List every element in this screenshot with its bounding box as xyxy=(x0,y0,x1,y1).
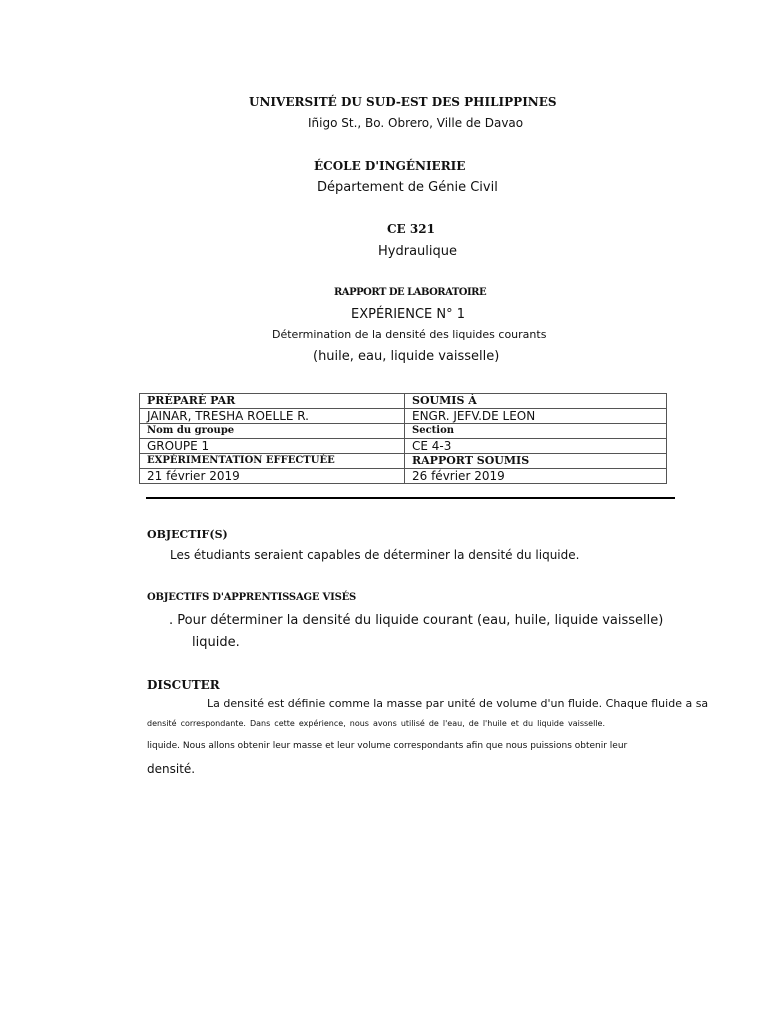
table-cell-prepared-by-label: PRÉPARÉ PAR xyxy=(140,394,405,409)
university-address: Iñigo St., Bo. Obrero, Ville de Davao xyxy=(308,116,524,130)
objective-item xyxy=(170,548,579,562)
learning-objective-line: . Pour déterminer la densité du liquide courant (eau, huile, liquide vaisselle) xyxy=(169,613,664,628)
report-type: RAPPORT DE LABORATOIRE xyxy=(334,287,487,298)
discussion-line: densité correspondante. Dans cette expérience, nous avons utilisé de l'eau, de l'huile et du liquide vaisselle. xyxy=(147,719,605,728)
table-cell-prepared-by-value: JAINAR, TRESHA ROELLE R. xyxy=(140,409,405,424)
table-cell-group-value: GROUPE 1 xyxy=(140,439,405,454)
university-name: UNIVERSITÉ DU SUD-EST DES PHILIPPINES xyxy=(249,95,557,109)
horizontal-rule xyxy=(146,497,675,499)
table-cell-submitted-to-value: ENGR. JEFV.DE LEON xyxy=(405,409,667,424)
discussion-line: densité. xyxy=(147,762,196,776)
discussion-line: liquide. Nous allons obtenir leur masse et leur volume correspondants afin que nous puissions obtenir leur xyxy=(147,741,628,751)
learning-objective-line: liquide. xyxy=(192,635,240,650)
objective-text: Les étudiants seraient capables de déterminer la densité du liquide. xyxy=(170,548,580,562)
experiment-liquids: (huile, eau, liquide vaisselle) xyxy=(313,349,500,364)
table-cell-section-value: CE 4-3 xyxy=(405,439,667,454)
table-row xyxy=(140,409,667,424)
table-cell-submitted-to-label: SOUMIS À xyxy=(405,394,667,409)
report-info-table xyxy=(139,393,667,484)
objectives-heading: OBJECTIF(S) xyxy=(147,528,228,541)
table-cell-section-label: Section xyxy=(405,424,667,439)
experiment-title: Détermination de la densité des liquides courants xyxy=(272,328,547,341)
table-cell-group-label: Nom du groupe xyxy=(140,424,405,439)
experiment-number: EXPÉRIENCE N° 1 xyxy=(351,307,466,322)
school-name: ÉCOLE D'INGÉNIERIE xyxy=(314,159,466,173)
table-row xyxy=(140,469,667,484)
department-name: Département de Génie Civil xyxy=(317,180,498,195)
discussion-heading: DISCUTER xyxy=(147,678,220,692)
table-row xyxy=(140,394,667,409)
course-code: CE 321 xyxy=(387,222,435,236)
course-name: Hydraulique xyxy=(378,244,457,259)
table-row xyxy=(140,454,667,469)
table-row xyxy=(140,439,667,454)
table-cell-performed-label: EXPÉRIMENTATION EFFECTUÉE xyxy=(140,454,405,469)
table-row xyxy=(140,424,667,439)
table-cell-performed-value: 21 février 2019 xyxy=(140,469,405,484)
discussion-line: La densité est définie comme la masse par unité de volume d'un fluide. Chaque fluide a sa xyxy=(207,697,709,710)
learning-objectives-heading: OBJECTIFS D'APPRENTISSAGE VISÉS xyxy=(147,592,357,603)
table-cell-submitted-label: RAPPORT SOUMIS xyxy=(405,454,667,469)
table-cell-submitted-value: 26 février 2019 xyxy=(405,469,667,484)
